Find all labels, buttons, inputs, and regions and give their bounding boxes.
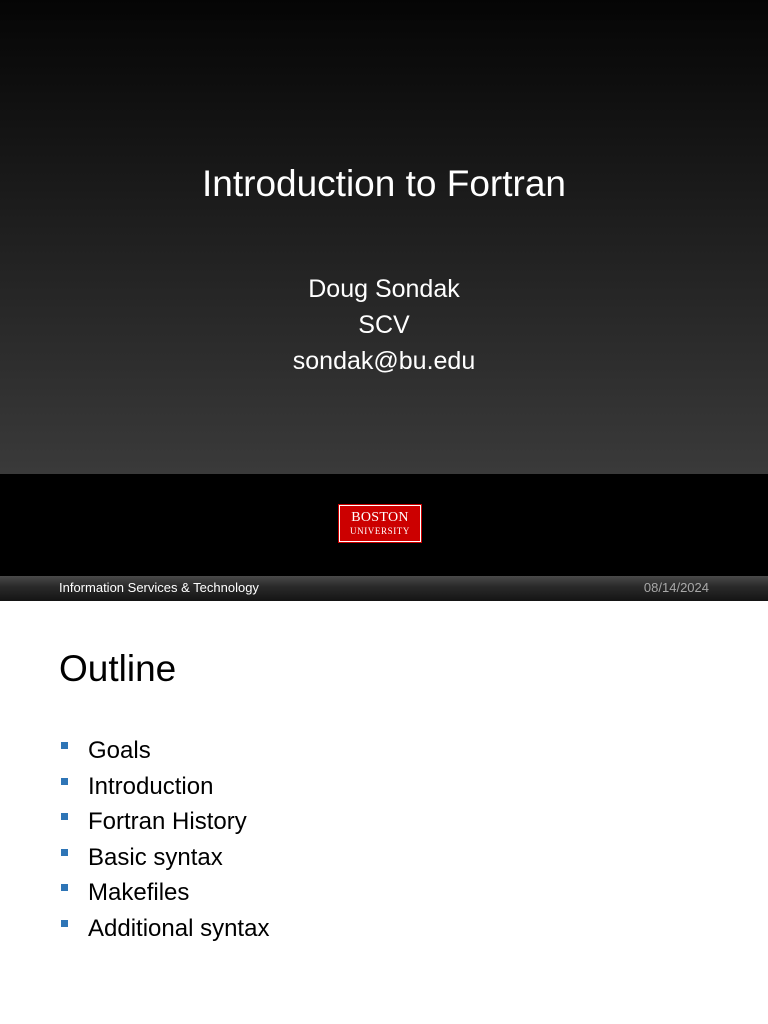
outline-list [59, 733, 269, 947]
slide-outline[interactable] [0, 601, 768, 1024]
presenter-name: Doug Sondak [308, 275, 460, 303]
title-area [0, 0, 768, 474]
bullet-square-icon [61, 849, 68, 856]
outline-item-label: Goals [88, 737, 151, 764]
logo-line-1: BOSTON [351, 510, 409, 525]
outline-item [59, 769, 269, 805]
bullet-square-icon [61, 884, 68, 891]
outline-item [59, 840, 269, 876]
bullet-square-icon [61, 742, 68, 749]
bullet-square-icon [61, 813, 68, 820]
footer-organization: Information Services & Technology [59, 580, 259, 595]
outline-heading: Outline [59, 648, 177, 689]
bullet-square-icon [61, 920, 68, 927]
presenter-info [0, 271, 768, 379]
outline-item [59, 804, 269, 840]
outline-item-label: Introduction [88, 772, 214, 800]
outline-item-label: Makefiles [88, 879, 190, 907]
outline-item-label: Fortran History [88, 808, 247, 836]
bullet-square-icon [61, 778, 68, 785]
outline-item [59, 875, 269, 911]
slide-footer [0, 576, 768, 601]
presentation-title: Introduction to Fortran [201, 163, 567, 204]
outline-item [59, 911, 269, 947]
outline-item-label: Additional syntax [88, 914, 270, 942]
outline-item [59, 733, 269, 769]
presenter-group: SCV [358, 311, 410, 339]
presenter-email: sondak@bu.edu [292, 347, 476, 375]
boston-university-logo [339, 505, 421, 542]
outline-item-label: Basic syntax [88, 843, 223, 871]
logo-line-2: UNIVERSITY [350, 526, 410, 536]
footer-date: 08/14/2024 [643, 580, 709, 595]
